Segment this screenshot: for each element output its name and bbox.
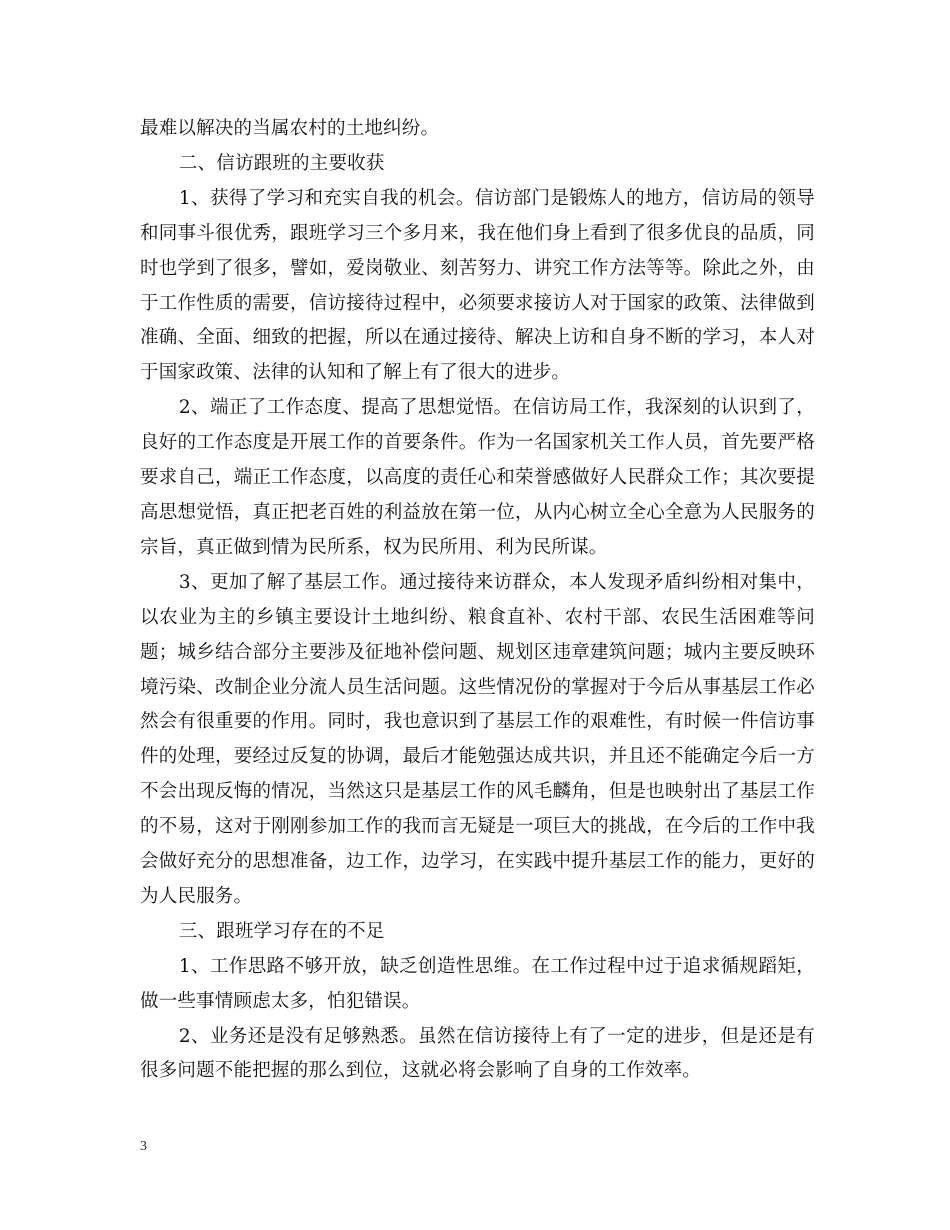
section-heading-gains: 二、信访跟班的主要收获 [178, 152, 385, 174]
paragraph-shortcoming-2: 2、业务还是没有足够熟悉。虽然在信访接待上有了一定的进步，但是还是有很多问题不能把握的那么到位，这就必将会影响了自身的工作效率。 [140, 1025, 815, 1082]
paragraph-shortcoming-1: 1、工作思路不够开放，缺乏创造性思维。在工作过程中过于追求循规蹈矩，做一些事情顾虑太多，怕犯错误。 [140, 955, 815, 1012]
paragraph-gain-2: 2、端正了工作态度、提高了思想觉悟。在信访局工作，我深刻的认识到了，良好的工作态度是开展工作的首要条件。作为一名国家机关工作人员，首先要严格要求自己，端正工作态度，以高度的责任心和荣誉感做好人民群众工作；其次要提高思想觉悟，真正把老百姓的利益放在第一位，从内心树立全心全意为人民服务的宗旨，真正做到情为民所系，权为民所用、利为民所谋。 [140, 397, 815, 558]
section-heading-shortcomings: 三、跟班学习存在的不足 [178, 920, 385, 942]
paragraph-gain-3: 3、更加了解了基层工作。通过接待来访群众，本人发现矛盾纠纷相对集中，以农业为主的乡镇主要设计土地纠纷、粮食直补、农村干部、农民生活困难等问题；城乡结合部分主要涉及征地补偿问题、规划区违章建筑问题；城内主要反映环境污染、改制企业分流人员生活问题。这些情况份的掌握对于今后从事基层工作必然会有很重要的作用。同时，我也意识到了基层工作的艰难性，有时候一件信访事件的处理，要经过反复的协调，最后才能勉强达成共识，并且还不能确定今后一方不会出现反悔的情况，当然这只是基层工作的风毛麟角，但是也映射出了基层工作的不易，这对于刚刚参加工作的我而言无疑是一项巨大的挑战，在今后的工作中我会做好充分的思想准备，边工作，边学习，在实践中提升基层工作的能力，更好的为人民服务。 [140, 571, 815, 907]
page-number: 3 [140, 1139, 147, 1154]
paragraph-gain-1: 1、获得了学习和充实自我的机会。信访部门是锻炼人的地方，信访局的领导和同事斗很优秀，跟班学习三个多月来，我在他们身上看到了很多优良的品质，同时也学到了很多，譬如，爱岗敬业、刻苦努力、讲究工作方法等等。除此之外，由于工作性质的需要，信访接待过程中，必须要求接访人对于国家的政策、法律做到准确、全面、细致的把握，所以在通过接待、解决上访和自身不断的学习，本人对于国家政策、法律的认知和了解上有了很大的进步。 [140, 187, 815, 384]
document-body [140, 112, 815, 1089]
paragraph-continuation: 最难以解决的当属农村的土地纠纷。 [140, 118, 440, 139]
